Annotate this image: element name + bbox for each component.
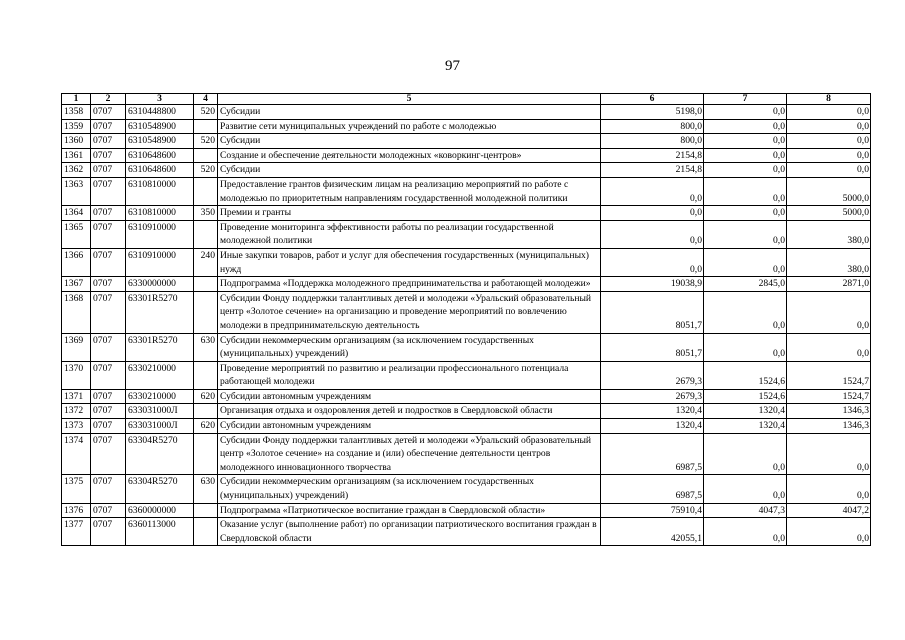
section-code-cell: 0707 [91, 518, 126, 546]
section-code-cell: 0707 [91, 389, 126, 404]
amount-col8-cell: 5000,0 [787, 177, 871, 205]
expense-type-cell: 240 [194, 248, 218, 276]
amount-col6-cell: 6987,5 [601, 433, 704, 475]
item-name-cell: Создание и обеспечение деятельности молодежных «коворкинг-центров» [218, 148, 601, 163]
table-row [62, 518, 871, 546]
row-number-cell: 1358 [62, 105, 91, 120]
target-code-cell: 633031000Л [126, 404, 194, 419]
amount-col7-cell: 0,0 [704, 518, 787, 546]
row-number-cell: 1363 [62, 177, 91, 205]
section-code-cell: 0707 [91, 277, 126, 292]
row-number-cell: 1375 [62, 475, 91, 503]
amount-col7-cell: 0,0 [704, 105, 787, 120]
item-name-cell: Субсидии некоммерческим организациям (за исключением государственных (муниципальных) учреждений) [218, 333, 601, 361]
item-name-cell: Субсидии Фонду поддержки талантливых детей и молодежи «Уральский образовательный центр «Золотое сечение» на организацию и проведение мероприятий по вовлечению молодежи в предпринимательскую деятельность [218, 291, 601, 333]
target-code-cell: 6310548900 [126, 134, 194, 149]
amount-col7-cell: 0,0 [704, 148, 787, 163]
amount-col7-cell: 0,0 [704, 119, 787, 134]
expense-type-cell: 620 [194, 419, 218, 434]
row-number-cell: 1364 [62, 206, 91, 221]
amount-col6-cell: 0,0 [601, 220, 704, 248]
table-row [62, 419, 871, 434]
section-code-cell: 0707 [91, 404, 126, 419]
amount-col6-cell: 6987,5 [601, 475, 704, 503]
amount-col8-cell: 5000,0 [787, 206, 871, 221]
item-name-cell: Субсидии [218, 134, 601, 149]
item-name-cell: Субсидии автономным учреждениям [218, 419, 601, 434]
amount-col7-cell: 0,0 [704, 220, 787, 248]
amount-col6-cell: 19038,9 [601, 277, 704, 292]
target-code-cell: 6330210000 [126, 361, 194, 389]
expense-type-cell [194, 220, 218, 248]
item-name-cell: Проведение мониторинга эффективности работы по реализации государственной молодежной политики [218, 220, 601, 248]
amount-col8-cell: 0,0 [787, 148, 871, 163]
amount-col8-cell: 0,0 [787, 291, 871, 333]
row-number-cell: 1368 [62, 291, 91, 333]
expense-type-cell [194, 291, 218, 333]
table-row [62, 134, 871, 149]
amount-col7-cell: 0,0 [704, 291, 787, 333]
section-code-cell: 0707 [91, 248, 126, 276]
amount-col7-cell: 1524,6 [704, 361, 787, 389]
target-code-cell: 6310910000 [126, 248, 194, 276]
target-code-cell: 6360113000 [126, 518, 194, 546]
amount-col6-cell: 8051,7 [601, 333, 704, 361]
table-row [62, 361, 871, 389]
expense-type-cell [194, 518, 218, 546]
expense-type-cell: 520 [194, 134, 218, 149]
amount-col7-cell: 0,0 [704, 248, 787, 276]
section-code-cell: 0707 [91, 333, 126, 361]
row-number-cell: 1362 [62, 163, 91, 178]
amount-col7-cell: 0,0 [704, 433, 787, 475]
budget-table [61, 93, 871, 546]
amount-col7-cell: 1320,4 [704, 404, 787, 419]
table-row [62, 105, 871, 120]
row-number-cell: 1373 [62, 419, 91, 434]
amount-col8-cell: 1524,7 [787, 389, 871, 404]
item-name-cell: Субсидии автономным учреждениям [218, 389, 601, 404]
expense-type-cell: 520 [194, 163, 218, 178]
expense-type-cell [194, 361, 218, 389]
expense-type-cell: 520 [194, 105, 218, 120]
row-number-cell: 1370 [62, 361, 91, 389]
row-number-cell: 1376 [62, 503, 91, 518]
table-row [62, 177, 871, 205]
amount-col8-cell: 0,0 [787, 475, 871, 503]
amount-col8-cell: 380,0 [787, 248, 871, 276]
amount-col6-cell: 2154,8 [601, 163, 704, 178]
table-row [62, 291, 871, 333]
amount-col8-cell: 0,0 [787, 518, 871, 546]
amount-col7-cell: 1320,4 [704, 419, 787, 434]
table-row [62, 389, 871, 404]
amount-col7-cell: 2845,0 [704, 277, 787, 292]
target-code-cell: 6360000000 [126, 503, 194, 518]
amount-col8-cell: 0,0 [787, 433, 871, 475]
section-code-cell: 0707 [91, 361, 126, 389]
item-name-cell: Развитие сети муниципальных учреждений по работе с молодежью [218, 119, 601, 134]
amount-col6-cell: 1320,4 [601, 404, 704, 419]
header-cell: 8 [787, 94, 871, 105]
amount-col6-cell: 42055,1 [601, 518, 704, 546]
amount-col7-cell: 0,0 [704, 163, 787, 178]
amount-col6-cell: 0,0 [601, 248, 704, 276]
amount-col7-cell: 0,0 [704, 475, 787, 503]
item-name-cell: Субсидии Фонду поддержки талантливых детей и молодежи «Уральский образовательный центр «Золотое сечение» на создание и (или) обеспечение деятельности центров молодежного инновационного творчества [218, 433, 601, 475]
expense-type-cell [194, 148, 218, 163]
amount-col8-cell: 0,0 [787, 119, 871, 134]
amount-col8-cell: 1346,3 [787, 404, 871, 419]
item-name-cell: Иные закупки товаров, работ и услуг для обеспечения государственных (муниципальных) нужд [218, 248, 601, 276]
section-code-cell: 0707 [91, 105, 126, 120]
target-code-cell: 63304R5270 [126, 433, 194, 475]
amount-col7-cell: 0,0 [704, 134, 787, 149]
table-row [62, 503, 871, 518]
table-row [62, 277, 871, 292]
item-name-cell: Субсидии [218, 163, 601, 178]
amount-col6-cell: 75910,4 [601, 503, 704, 518]
item-name-cell: Проведение мероприятий по развитию и реализации профессионального потенциала работающей молодежи [218, 361, 601, 389]
table-row [62, 220, 871, 248]
expense-type-cell: 630 [194, 475, 218, 503]
row-number-cell: 1374 [62, 433, 91, 475]
section-code-cell: 0707 [91, 475, 126, 503]
expense-type-cell: 620 [194, 389, 218, 404]
table-row [62, 333, 871, 361]
amount-col6-cell: 800,0 [601, 119, 704, 134]
section-code-cell: 0707 [91, 433, 126, 475]
target-code-cell: 6330210000 [126, 389, 194, 404]
amount-col7-cell: 0,0 [704, 206, 787, 221]
expense-type-cell: 630 [194, 333, 218, 361]
target-code-cell: 6310648600 [126, 163, 194, 178]
target-code-cell: 633031000Л [126, 419, 194, 434]
table-row [62, 163, 871, 178]
amount-col8-cell: 1524,7 [787, 361, 871, 389]
expense-type-cell [194, 119, 218, 134]
section-code-cell: 0707 [91, 220, 126, 248]
target-code-cell: 6310648600 [126, 148, 194, 163]
expense-type-cell [194, 277, 218, 292]
row-number-cell: 1365 [62, 220, 91, 248]
amount-col6-cell: 2679,3 [601, 389, 704, 404]
item-name-cell: Премии и гранты [218, 206, 601, 221]
amount-col6-cell: 2154,8 [601, 148, 704, 163]
amount-col8-cell: 380,0 [787, 220, 871, 248]
item-name-cell: Оказание услуг (выполнение работ) по организации патриотического воспитания граждан в Свердловской области [218, 518, 601, 546]
target-code-cell: 6310910000 [126, 220, 194, 248]
table-row [62, 206, 871, 221]
section-code-cell: 0707 [91, 163, 126, 178]
row-number-cell: 1367 [62, 277, 91, 292]
row-number-cell: 1372 [62, 404, 91, 419]
amount-col6-cell: 0,0 [601, 177, 704, 205]
section-code-cell: 0707 [91, 503, 126, 518]
row-number-cell: 1371 [62, 389, 91, 404]
header-row [62, 94, 871, 105]
row-number-cell: 1377 [62, 518, 91, 546]
row-number-cell: 1361 [62, 148, 91, 163]
expense-type-cell [194, 503, 218, 518]
row-number-cell: 1366 [62, 248, 91, 276]
amount-col8-cell: 0,0 [787, 163, 871, 178]
amount-col6-cell: 800,0 [601, 134, 704, 149]
amount-col6-cell: 1320,4 [601, 419, 704, 434]
section-code-cell: 0707 [91, 291, 126, 333]
target-code-cell: 63301R5270 [126, 333, 194, 361]
amount-col7-cell: 1524,6 [704, 389, 787, 404]
page-number: 97 [445, 58, 460, 74]
amount-col8-cell: 4047,2 [787, 503, 871, 518]
section-code-cell: 0707 [91, 148, 126, 163]
target-code-cell: 63301R5270 [126, 291, 194, 333]
expense-type-cell [194, 177, 218, 205]
amount-col8-cell: 0,0 [787, 134, 871, 149]
header-cell: 1 [62, 94, 91, 105]
amount-col7-cell: 0,0 [704, 177, 787, 205]
header-cell: 5 [218, 94, 601, 105]
table-row [62, 148, 871, 163]
header-cell: 4 [194, 94, 218, 105]
table-row [62, 404, 871, 419]
amount-col6-cell: 5198,0 [601, 105, 704, 120]
section-code-cell: 0707 [91, 119, 126, 134]
item-name-cell: Подпрограмма «Поддержка молодежного предпринимательства и работающей молодежи» [218, 277, 601, 292]
item-name-cell: Субсидии некоммерческим организациям (за исключением государственных (муниципальных) учреждений) [218, 475, 601, 503]
row-number-cell: 1360 [62, 134, 91, 149]
header-cell: 6 [601, 94, 704, 105]
amount-col8-cell: 0,0 [787, 105, 871, 120]
header-cell: 2 [91, 94, 126, 105]
expense-type-cell [194, 404, 218, 419]
target-code-cell: 6310548900 [126, 119, 194, 134]
expense-type-cell: 350 [194, 206, 218, 221]
section-code-cell: 0707 [91, 177, 126, 205]
table-row [62, 248, 871, 276]
table-row [62, 475, 871, 503]
row-number-cell: 1369 [62, 333, 91, 361]
target-code-cell: 6310810000 [126, 206, 194, 221]
target-code-cell: 6330000000 [126, 277, 194, 292]
amount-col6-cell: 2679,3 [601, 361, 704, 389]
amount-col7-cell: 0,0 [704, 333, 787, 361]
item-name-cell: Организация отдыха и оздоровления детей и подростков в Свердловской области [218, 404, 601, 419]
section-code-cell: 0707 [91, 419, 126, 434]
section-code-cell: 0707 [91, 206, 126, 221]
expense-type-cell [194, 433, 218, 475]
amount-col8-cell: 2871,0 [787, 277, 871, 292]
target-code-cell: 6310810000 [126, 177, 194, 205]
amount-col7-cell: 4047,3 [704, 503, 787, 518]
item-name-cell: Субсидии [218, 105, 601, 120]
amount-col8-cell: 1346,3 [787, 419, 871, 434]
header-cell: 7 [704, 94, 787, 105]
table-row [62, 433, 871, 475]
item-name-cell: Предоставление грантов физическим лицам на реализацию мероприятий по работе с молодежью по приоритетным направлениям государственной молодежной политики [218, 177, 601, 205]
amount-col6-cell: 0,0 [601, 206, 704, 221]
target-code-cell: 6310448800 [126, 105, 194, 120]
target-code-cell: 63304R5270 [126, 475, 194, 503]
amount-col8-cell: 0,0 [787, 333, 871, 361]
amount-col6-cell: 8051,7 [601, 291, 704, 333]
table-row [62, 119, 871, 134]
section-code-cell: 0707 [91, 134, 126, 149]
header-cell: 3 [126, 94, 194, 105]
row-number-cell: 1359 [62, 119, 91, 134]
item-name-cell: Подпрограмма «Патриотическое воспитание граждан в Свердловской области» [218, 503, 601, 518]
